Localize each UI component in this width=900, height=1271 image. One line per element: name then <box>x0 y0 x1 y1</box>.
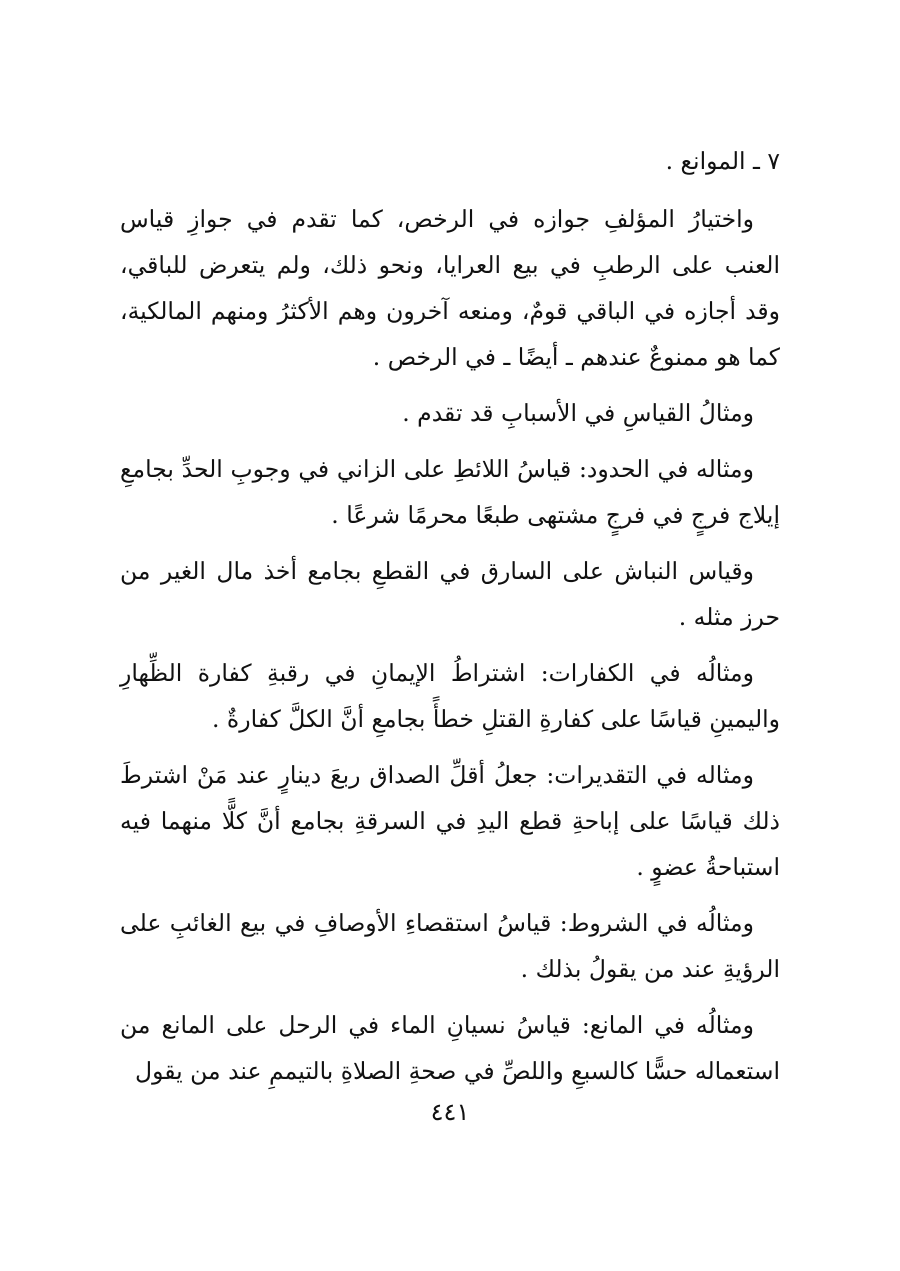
paragraph-taqdirat: ومثاله في التقديرات: جعلُ أقلِّ الصداق ربعَ دينارٍ عند مَنْ اشترطَ ذلك قياسًا على إباحةِ قطع اليدِ في السرقةِ بجامع أنَّ كلًّا منهما فيه استباحةُ عضوٍ . <box>120 761 780 881</box>
paragraph-nabbash: وقياس النباش على السارق في القطعِ بجامع أخذ مال الغير من حرز مثله . <box>120 557 780 631</box>
paragraph-asbab: ومثالُ القياسِ في الأسبابِ قد تقدم . <box>402 399 754 427</box>
section-heading: ٧ ـ الموانع . <box>665 147 780 175</box>
page-body <box>120 138 780 1104</box>
paragraph-mani: ومثالُه في المانع: قياسُ نسيانِ الماء في الرحل على المانع من استعماله حسًّا كالسبعِ واللصِّ في صحةِ الصلاةِ بالتيممِ عند من يقول <box>120 1011 780 1085</box>
paragraph-rukhas: واختيارُ المؤلفِ جوازه في الرخص، كما تقدم في جوازِ قياس العنب على الرطبِ في بيع العرايا، ونحو ذلك، ولم يتعرض للباقي، وقد أجازه في الباقي قومٌ، ومنعه آخرون وهم الأكثرُ ومنهم المالكية، كما هو ممنوعٌ عندهم ـ أيضًا ـ في الرخص . <box>120 205 780 371</box>
paragraph-kaffarat: ومثالُه في الكفارات: اشتراطُ الإيمانِ في رقبةِ كفارة الظِّهارِ واليمينِ قياسًا على كفارةِ القتلِ خطأً بجامعِ أنَّ الكلَّ كفارةٌ . <box>120 659 780 733</box>
paragraph-hudud: ومثاله في الحدود: قياسُ اللائطِ على الزاني في وجوبِ الحدِّ بجامعِ إيلاج فرجٍ في فرجٍ مشتهى طبعًا محرمًا شرعًا . <box>120 455 780 529</box>
paragraph-shurut: ومثالُه في الشروط: قياسُ استقصاءِ الأوصافِ في بيع الغائبِ على الرؤيةِ عند من يقولُ بذلك . <box>120 909 780 983</box>
page-number: ٤٤١ <box>430 1098 470 1126</box>
